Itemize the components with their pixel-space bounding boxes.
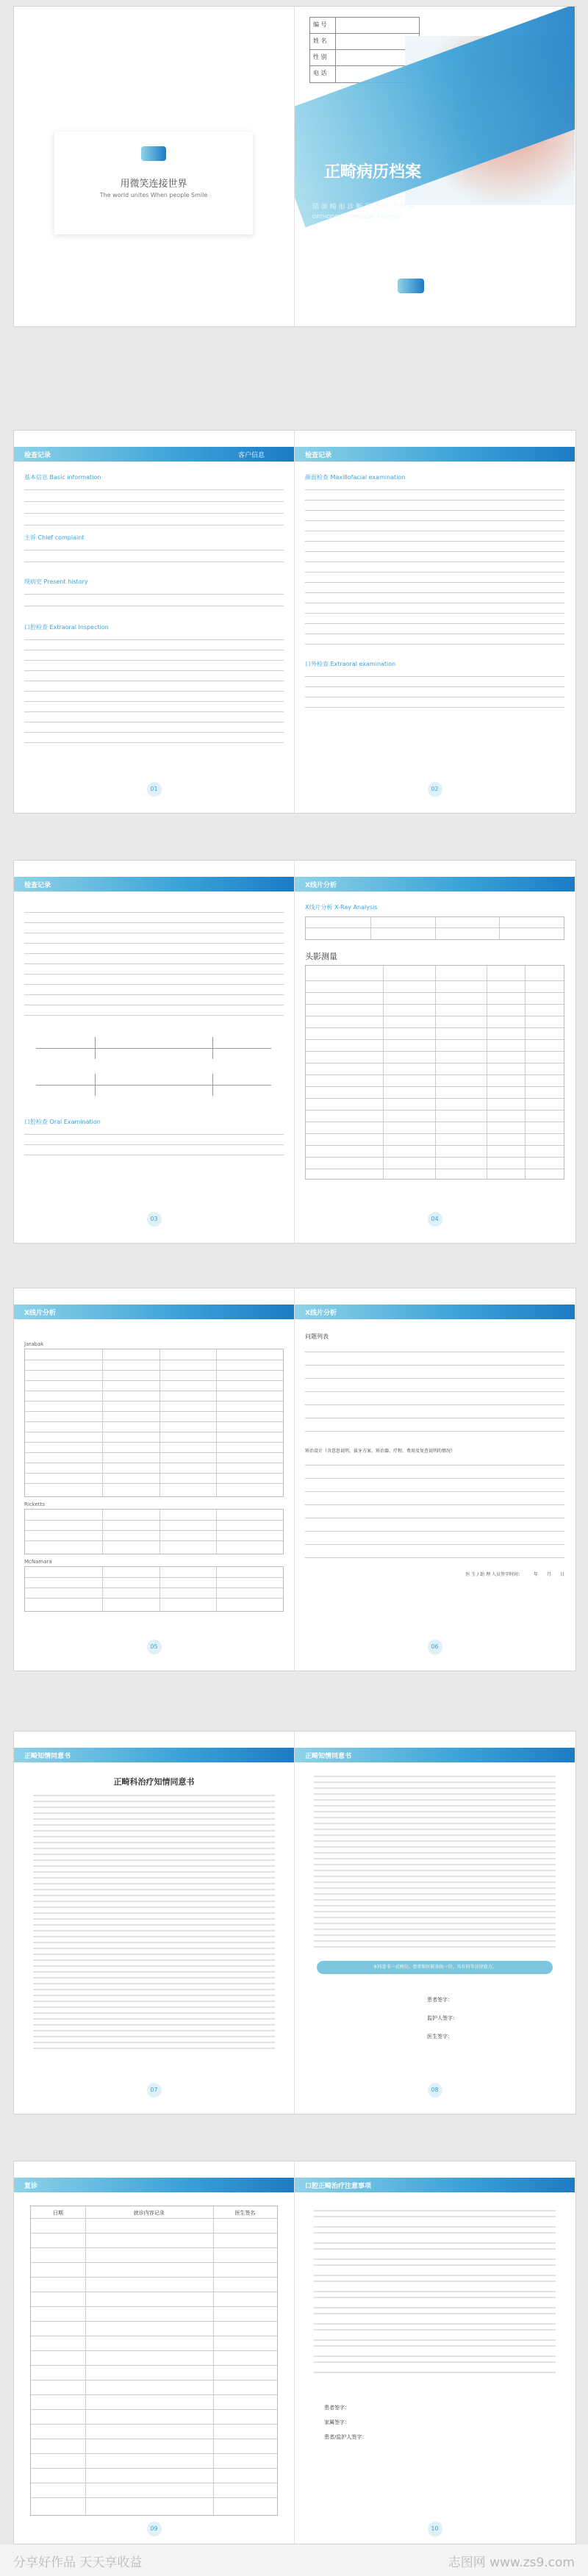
page-face-exam: [295, 431, 575, 813]
page-header-title: X线片分析: [24, 1310, 56, 1317]
section-title: 问题列表: [305, 1333, 329, 1340]
follow-up-table: [30, 2206, 278, 2516]
page-treatment-plan: [295, 1288, 575, 1671]
signature-label: 患者签字：: [427, 1997, 453, 2003]
spread-4: [13, 1288, 576, 1671]
page-number: 02: [428, 782, 442, 797]
highlight-note-text: 本同意书一式两份，患者和医院各执一份，具有同等法律效力。: [373, 1965, 497, 1970]
footer-label: 患者签字：: [324, 2405, 350, 2411]
back-cover: [14, 7, 295, 326]
mcnamara-table: [24, 1566, 284, 1612]
watermark-strip: [0, 2544, 588, 2576]
page-header-band: [295, 877, 575, 891]
jarabak-table: [24, 1349, 284, 1497]
cover-spread: [13, 6, 576, 327]
table-label: Ricketts: [24, 1502, 45, 1507]
table-header: 日期: [52, 2210, 63, 2216]
info-label: 性 别: [313, 54, 327, 60]
page-header-title: 口腔正畸治疗注意事项: [305, 2183, 372, 2190]
section-title: 头影测量: [305, 952, 337, 961]
page-consent-2: [295, 1732, 575, 2114]
page-notes: [295, 2161, 575, 2544]
section-title: 现病史 Present history: [24, 578, 88, 585]
page-number: 08: [428, 2083, 442, 2098]
page-header-band: [14, 2178, 294, 2192]
page-number: 09: [147, 2522, 162, 2536]
section-title: 主诉 Chief complaint: [24, 534, 85, 541]
section-title: 口外检查 Extraoral examination: [305, 661, 396, 667]
page-header-band: [295, 2178, 575, 2192]
signature-label: 医生签字：: [427, 2034, 453, 2039]
watermark-site: 志图网 www.zs9.com: [448, 2555, 575, 2570]
table-header: 医生签名: [234, 2210, 256, 2216]
section-title: X线片分析 X-Ray Analysis: [305, 904, 378, 911]
info-label: 编 号: [313, 21, 327, 28]
page-patient-info: [14, 431, 295, 813]
page-header-title: 检查记录: [24, 882, 51, 889]
footer-label: 家属签字：: [324, 2419, 350, 2425]
page-header-band: [14, 1748, 294, 1762]
spread-5: [13, 1731, 576, 2114]
front-cover: [295, 7, 575, 326]
signature-label: 监护人签字：: [427, 2015, 458, 2021]
page-header-band: [295, 447, 575, 462]
spread-6: [13, 2161, 576, 2544]
cover-logo: [398, 279, 424, 293]
page-number: 05: [147, 1640, 162, 1654]
page-number: 01: [147, 782, 162, 797]
brand-block: [54, 132, 253, 234]
ricketts-table: [24, 1509, 284, 1554]
signature-line: 医 生 / 助 理 人员签字时间： 年 月 日: [465, 1572, 564, 1577]
page-follow-up: [14, 2161, 295, 2544]
page-header-band: [295, 1748, 575, 1762]
brand-slogan-en: The world unites When people Smile: [99, 192, 208, 198]
section-title: 矫治设计（含意思说明，拔牙方案、矫治器、疗程、费用及复查说明的情况）: [305, 1449, 456, 1454]
cover-title-en: ORTHODONTIC MEDICAL RECORDS: [312, 214, 403, 220]
page-header-band: [14, 1305, 294, 1319]
table-label: Jarabak: [24, 1341, 44, 1347]
table-header: 就诊内容记录: [133, 2210, 165, 2216]
spread-3: [13, 860, 576, 1244]
page-consent-1: [14, 1732, 295, 2114]
page-number: 04: [428, 1212, 442, 1227]
section-title: 基本信息 Basic information: [24, 474, 101, 481]
page-number: 07: [147, 2083, 162, 2098]
footer-label: 患者/监护人签字：: [324, 2434, 368, 2440]
section-title: 口腔检查 Extraoral Inspection: [24, 624, 109, 631]
page-header-title: 检查记录: [305, 452, 332, 459]
page-header-band: [295, 1305, 575, 1319]
cephalometric-table: [305, 965, 564, 1180]
brand-slogan-cn: 用微笑连接世界: [120, 179, 187, 190]
section-title: 颜面检查 Maxillofacial examination: [305, 474, 406, 481]
tooth-chart: [36, 1030, 271, 1103]
section-title: 口腔检查 Oral Examination: [24, 1119, 101, 1125]
page-ceph-analysis: [14, 1288, 295, 1671]
page-header-right: 客户信息: [237, 452, 265, 459]
table-label: McNamara: [24, 1559, 52, 1565]
watermark-text: 分享好作品 天天享收益: [13, 2555, 143, 2570]
highlight-note: [317, 1961, 553, 1974]
page-xray-analysis: [295, 861, 575, 1243]
info-label: 姓 名: [313, 37, 327, 44]
page-header-band: [14, 447, 294, 462]
brand-logo: [141, 146, 166, 161]
page-header-band: [14, 877, 294, 891]
page-header-title: X线片分析: [305, 1310, 337, 1317]
info-label: 电 话: [313, 70, 327, 76]
cover-title: 正畸病历档案: [324, 163, 422, 182]
spread-2: [13, 430, 576, 814]
page-header-title: X线片分析: [305, 882, 337, 889]
page-number: 06: [428, 1640, 442, 1654]
page-number: 03: [147, 1212, 162, 1227]
page-oral-exam: [14, 861, 295, 1243]
page-number: 10: [428, 2522, 442, 2536]
cover-subtitle: 错 颌 畸 形 诊 断 及 治 疗 计 划 表: [312, 204, 415, 211]
page-header-title: 复诊: [24, 2183, 38, 2190]
xray-type-table: [305, 916, 564, 940]
page-header-title: 检查记录: [24, 452, 51, 459]
consent-title: 正畸科治疗知情同意书: [113, 1777, 195, 1787]
page-header-title: 正畸知情同意书: [24, 1753, 71, 1760]
page-header-title: 正畸知情同意书: [305, 1753, 352, 1760]
